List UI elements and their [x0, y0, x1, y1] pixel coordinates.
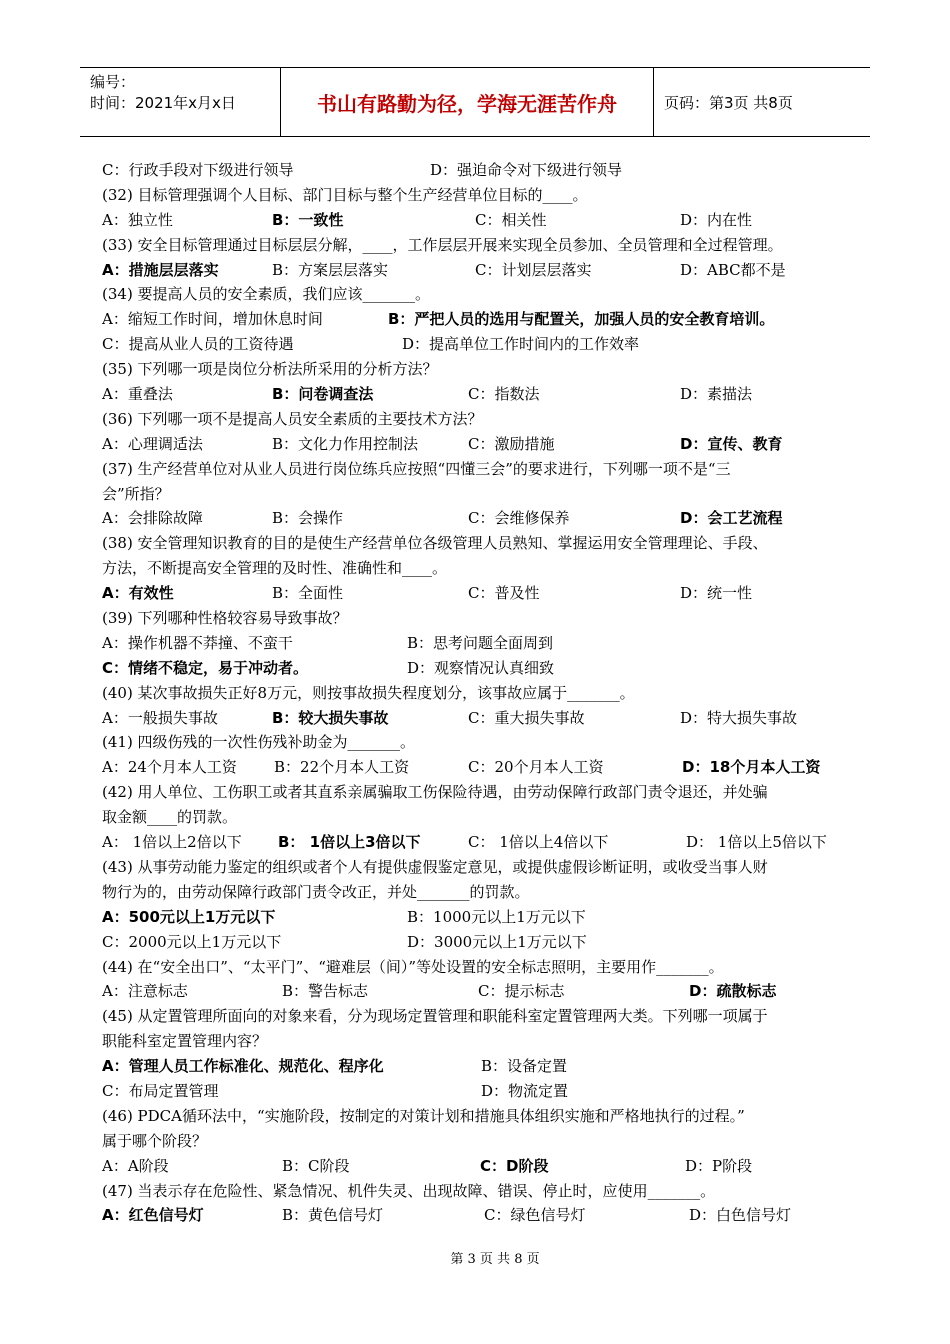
option: C：指数法: [468, 385, 540, 404]
question-text: (37) 生产经营单位对从业人员进行岗位练兵应按照“四懂三会”的要求进行，下列哪一项不是“三: [102, 459, 731, 478]
option: D：强迫命令对下级进行领导: [430, 161, 623, 179]
option: C：2000元以上1万元以下: [102, 932, 282, 951]
option-answer: D：宣传、教育: [680, 434, 783, 453]
question-text: (34) 要提高人员的安全素质，我们应该_______。: [102, 285, 431, 304]
question-text: (41) 四级伤残的一次性伤残补助金为_______。: [102, 733, 416, 752]
option: D：提高单位工作时间内的工作效率: [402, 335, 640, 354]
option: C：20个月本人工资: [468, 758, 604, 777]
option-answer: A：有效性: [102, 584, 174, 603]
option-row: [102, 432, 862, 457]
option: A：重叠法: [102, 385, 173, 404]
option: D：ABC都不是: [680, 260, 786, 279]
question-text: (39) 下列哪种性格较容易导致事故？: [102, 609, 348, 628]
question-text: (46) PDCA循环法中，“实施阶段，按制定的对策计划和措施具体组织实施和严格地执行的过程。”: [102, 1106, 745, 1125]
question-text: (43) 从事劳动能力鉴定的组织或者个人有提供虚假鉴定意见，或提供虚假诊断证明，或收受当事人财: [102, 857, 768, 876]
option-row: [102, 581, 862, 606]
option: A：缩短工作时间，增加休息时间: [102, 310, 323, 329]
option: A：心理调适法: [102, 434, 203, 453]
header-motto: 书山有路勤为径，学海无涯苦作舟: [280, 68, 654, 136]
question-text: (45) 从定置管理所面向的对象来看，分为现场定置管理和职能科室定置管理两大类。下列哪一项属于: [102, 1007, 768, 1026]
question-text: (35) 下列哪一项是岗位分析法所采用的分析方法？: [102, 360, 438, 379]
option-answer: B：严把人员的选用与配置关，加强人员的安全教育培训。: [388, 310, 775, 329]
option: C：相关性: [475, 210, 547, 229]
option-answer: A：管理人员工作标准化、规范化、程序化: [102, 1057, 384, 1076]
option: B：C阶段: [282, 1156, 350, 1175]
option: D：白色信号灯: [689, 1206, 792, 1225]
option: B：黄色信号灯: [282, 1206, 384, 1225]
option-row: [102, 706, 862, 731]
option: C：会维修保养: [468, 509, 570, 528]
question-text: (42) 用人单位、工伤职工或者其直系亲属骗取工伤保险待遇，由劳动保障行政部门责令退还，并处骗: [102, 783, 768, 802]
option: D：观察情况认真细致: [407, 658, 555, 677]
option-row: [102, 208, 862, 233]
option: A：24个月本人工资: [102, 758, 237, 777]
date-label: 时间：2021年x月x日: [90, 94, 236, 112]
option: A：注意标志: [102, 982, 188, 1001]
option-answer: A：500元以上1万元以下: [102, 907, 276, 926]
option: B：22个月本人工资: [274, 758, 410, 777]
option-answer: C：情绪不稳定，易于冲动者。: [102, 658, 309, 677]
header-left: [80, 68, 278, 136]
option-row: [102, 755, 862, 780]
option: D：P阶段: [685, 1156, 753, 1175]
question-text: (40) 某次事故损失正好8万元，则按事故损失程度划分，该事故应属于_______。: [102, 683, 635, 702]
option: D：统一性: [680, 584, 753, 603]
question-text: (32) 目标管理强调个人目标、部门目标与整个生产经营单位目标的____。: [102, 185, 588, 204]
option: B：1000元以上1万元以下: [407, 907, 586, 926]
option-answer: A：措施层层落实: [102, 260, 219, 279]
question-text: 方法，不断提高安全管理的及时性、准确性和____。: [102, 559, 448, 578]
option-row: [102, 307, 862, 332]
option-row: [102, 506, 862, 531]
page-footer: 第 3 页 共 8 页: [450, 1252, 540, 1267]
option-row: [102, 382, 862, 407]
option-row: [102, 905, 862, 930]
question-text: 属于哪个阶段？: [102, 1131, 208, 1150]
question-text: (36) 下列哪一项不是提高人员安全素质的主要技术方法？: [102, 409, 483, 428]
option: D：素描法: [680, 385, 753, 404]
question-text: 会”所指？: [102, 484, 170, 503]
option: C：行政手段对下级进行领导: [102, 161, 294, 179]
question-text: (47) 当表示存在危险性、紧急情况、机件失灵、出现故障、错误、停止时，应使用_______。: [102, 1181, 716, 1200]
option-row: [102, 332, 862, 357]
option: C：提示标志: [478, 982, 565, 1001]
option-answer: C：D阶段: [480, 1156, 549, 1175]
option-row: [102, 1203, 862, 1228]
page-header: [80, 67, 870, 137]
option: D：特大损失事故: [680, 708, 798, 727]
option: B：方案层层落实: [272, 260, 389, 279]
option-row: [102, 979, 862, 1004]
option-row: [102, 930, 862, 955]
option-answer: A：红色信号灯: [102, 1206, 204, 1225]
option-answer: B：问卷调查法: [272, 385, 374, 404]
question-text: (33) 安全目标管理通过目标层层分解，____，工作层层开展来实现全员参加、全员管理和全过程管理。: [102, 235, 783, 254]
option: B：思考问题全面周到: [407, 633, 554, 652]
option-answer: B：较大损失事故: [272, 708, 389, 727]
option-answer: D：会工艺流程: [680, 509, 783, 528]
option-answer: D：18个月本人工资: [682, 758, 821, 777]
option: C：提高从业人员的工资待遇: [102, 335, 294, 354]
option: D：物流定置: [481, 1081, 569, 1100]
option-row: [102, 631, 862, 656]
option-row: [102, 1079, 862, 1104]
option: B：全面性: [272, 584, 344, 603]
number-label: 编号：: [90, 73, 136, 91]
option: B：会操作: [272, 509, 344, 528]
option: C：计划层层落实: [475, 260, 592, 279]
option: A：独立性: [102, 210, 173, 229]
option: C：激励措施: [468, 434, 555, 453]
option: D：3000元以上1万元以下: [407, 932, 587, 951]
option: A： 1倍以上2倍以下: [102, 833, 242, 852]
option: D： 1倍以上5倍以下: [686, 833, 827, 852]
option: C： 1倍以上4倍以下: [468, 833, 609, 852]
option: C：普及性: [468, 584, 540, 603]
option: B：文化力作用控制法: [272, 434, 419, 453]
option: A：会排除故障: [102, 509, 203, 528]
option: D：内在性: [680, 210, 753, 229]
header-page-info: 页码：第3页 共8页: [664, 93, 793, 112]
question-text: (44) 在“安全出口”、“太平门”、“避难层（间）”等处设置的安全标志照明，主要用作_______。: [102, 957, 724, 976]
option-answer: B：一致性: [272, 210, 344, 229]
option: C：重大损失事故: [468, 708, 585, 727]
option-row: [102, 830, 862, 855]
question-text: 物行为的，由劳动保障行政部门责令改正，并处_______的罚款。: [102, 882, 530, 901]
option-row: [102, 1154, 862, 1179]
question-text: (38) 安全管理知识教育的目的是使生产经营单位各级管理人员熟知、掌握运用安全管理理论、手段、: [102, 534, 768, 553]
option-row: [102, 158, 862, 183]
option: A：A阶段: [102, 1156, 169, 1175]
question-text: 取金额____的罚款。: [102, 808, 238, 827]
option-answer: D：疏散标志: [689, 982, 777, 1001]
option-row: [102, 656, 862, 681]
option: C：布局定置管理: [102, 1081, 219, 1100]
option: A：一般损失事故: [102, 708, 218, 727]
option: B：设备定置: [481, 1057, 568, 1076]
option-row: [102, 1054, 862, 1079]
option: B：警告标志: [282, 982, 369, 1001]
question-list: [102, 158, 862, 1228]
option: A：操作机器不莽撞、不蛮干: [102, 633, 293, 652]
option: C：绿色信号灯: [484, 1206, 586, 1225]
option-row: [102, 258, 862, 283]
question-text: 职能科室定置管理内容？: [102, 1032, 268, 1051]
option-answer: B： 1倍以上3倍以下: [278, 833, 421, 852]
